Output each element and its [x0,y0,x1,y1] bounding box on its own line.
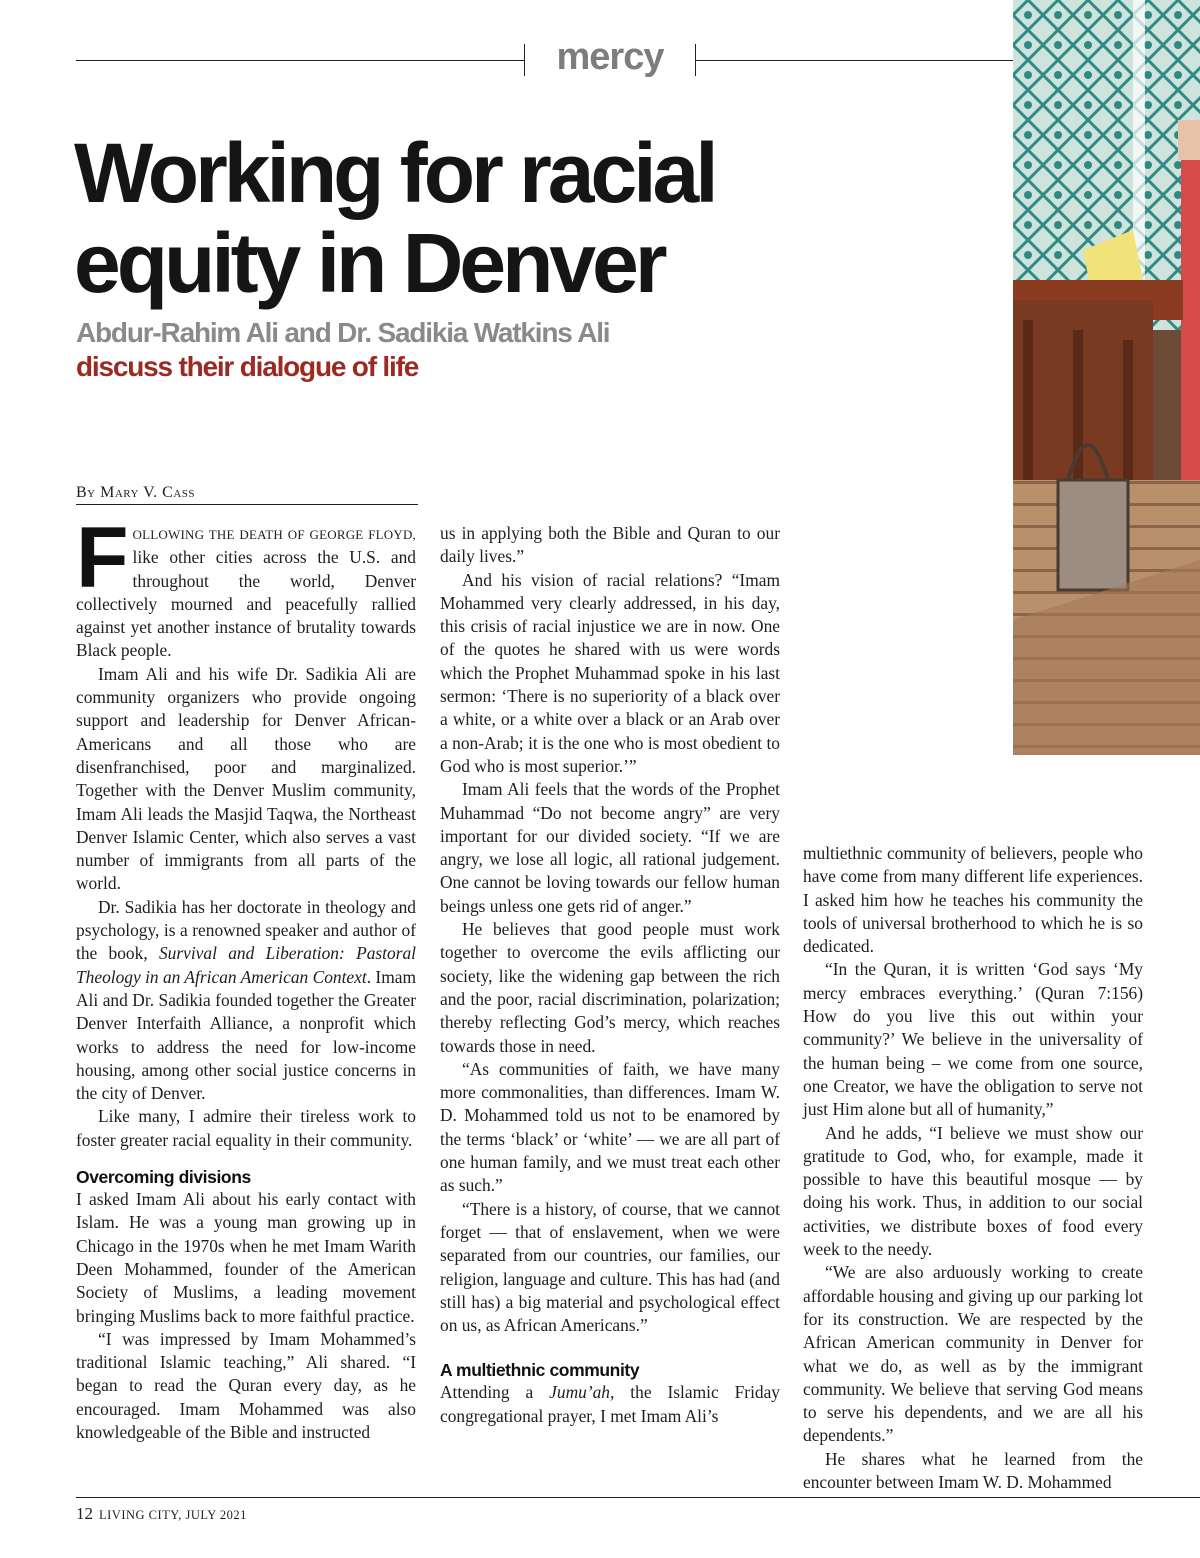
paragraph-text: Attending a [440,1382,550,1403]
paragraph: I asked Imam Ali about his early contact with Islam. He was a young man growing up in Chicago in the 1970s when he met Imam Warith Deen Mohammed, founder of the American Society of Muslims, a leading movement bringing Muslims back to more faithful practice. [76,1189,416,1326]
page-number: 12 [76,1504,93,1523]
deck-accent: discuss their dialogue of life [76,351,419,382]
headline: Working for racial equity in Denver [74,126,715,310]
term-jumuah: Jumu’ah [549,1382,611,1403]
paragraph-text: Dr. Sadikia has her doctorate in theology and psychology, is a renowned speaker and author of the book, [76,896,416,964]
paragraph: Imam Ali and his wife Dr. Sadikia Ali are community organizers who provide ongoing support and leadership for Denver African-Americans and all those who are disenfranchised, poor and marginalized. Together with the Denver Muslim community, Imam Ali leads the Masjid Taqwa, the Northeast Denver Islamic Center, which also serves a vast number of immigrants from all parts of the world. [76,663,416,894]
publication-date: LIVING CITY, JULY 2021 [99,1508,247,1522]
paragraph: He believes that good people must work together to overcome the evils afflicting our society, like the widening gap between the rich and the poor, racial discrimination, polarization; thereby reflecting God’s mercy, which reaches towards those in need. [440,919,780,1056]
section-rule-right [695,60,1013,61]
paragraph: “I was impressed by Imam Mohammed’s traditional Islamic teaching,” Ali shared. “I began to read the Quran every day, as he encouraged. Imam Mohammed was also knowledgeable of the Bible and instructed [76,1328,416,1442]
paragraph: us in applying both the Bible and Quran to our daily lives.” [440,523,780,567]
paragraph [76,896,416,1106]
lead-paragraph [76,510,416,663]
lead-paragraph-text: like other cities across the U.S. and throughout the world, Denver collectively mourned and peacefully rallied against yet another instance of brutality towards Black people. [76,547,416,661]
paragraph [440,1381,780,1428]
deck [76,316,676,384]
paragraph-text: , the Islamic Friday congregational prayer, I met Imam Ali’s [440,1382,781,1426]
section-tick-left [524,44,525,76]
paragraph: Imam Ali feels that the words of the Prophet Muhammad “Do not become angry” are very important for our divided society. “If we are angry, we lose all logic, all rational judgement. One cannot be loving towards our fellow human beings unless one gets rid of anger.” [440,779,780,916]
paragraph: “As communities of faith, we have many more commonalities, than differences. Imam W. D. Mohammed told us not to be enamored by the terms ‘black’ or ‘white’ — we are all part of one human family, and we must treat each other as such.” [440,1058,780,1196]
drop-cap: F [76,510,127,606]
byline: By Mary V. Cass [76,484,418,505]
paragraph: And he adds, “I believe we must show our gratitude to God, who, for example, made it possible to have this beautiful mosque — by doing his work. Thus, in addition to our social activities, we distribute boxes of food every week to the needy. [803,1122,1143,1260]
section-label: mercy [556,36,664,78]
paragraph: And his vision of racial relations? “Imam Mohammed very clearly addressed, in his day, this crisis of racial injustice we are in now. One of the quotes he shared with us were words which the Prophet Muhammad spoke in his last sermon: ‘There is no superiority of a black over a white, or a white over a black or an Arab over a non-Arab; it is the one who is most obedient to God who is most superior.’” [440,569,780,776]
photo-illustration [1013,0,1200,755]
paragraph: multiethnic community of believers, people who have come from many different life experiences. I asked him how he teaches his community the tools of universal brotherhood to which he is so dedicated. [803,843,1143,957]
deck-names: Abdur-Rahim Ali and Dr. Sadikia Watkins Ali [76,317,610,348]
paragraph: “We are also arduously working to create affordable housing and giving up our parking lot for its construction. We are respected by the African American community in Denver for what we do, as well as by the immigrant community. We believe that serving God means to serve his dependents, and we are all his dependents.” [803,1262,1143,1446]
lead-in-caps: OLLOWING THE DEATH OF GEORGE FLOYD, [132,527,416,542]
article-column-1 [76,510,416,1444]
paragraph-text: . Imam Ali and Dr. Sadikia founded together the Greater Denver Interfaith Alliance, a nonprofit which works to address the need for low-income housing, among other social justice concerns in the city of Denver. [76,966,416,1104]
folio [76,1504,247,1524]
article-column-3 [803,842,1143,1494]
paragraph: “There is a history, of course, that we cannot forget — that of enslavement, when we were separated from our countries, our families, our religion, language and culture. This has had (and still has) a big material and psychological effect on us, as African Americans.” [440,1198,780,1336]
book-title: Survival and Liberation: Pastoral Theology in an African American Context [76,943,416,987]
paragraph: “In the Quran, it is written ‘God says ‘My mercy embraces everything.’ (Quran 7:156) How do you live this out within your community?’ We believe in the universality of the human being – we come from one source, one Creator, we have the obligation to serve not just Him alone but all of humanity,” [803,959,1143,1120]
footer-rule [76,1497,1200,1498]
subhead-multiethnic-community: A multiethnic community [440,1360,640,1381]
article-photo [1013,0,1200,755]
article-column-2 [440,522,780,1428]
subhead-overcoming-divisions: Overcoming divisions [76,1167,251,1188]
paragraph: Like many, I admire their tireless work to foster greater racial equality in their community. [76,1106,416,1150]
paragraph: He shares what he learned from the encounter between Imam W. D. Mohammed [803,1448,1143,1493]
section-rule-left [76,60,524,61]
